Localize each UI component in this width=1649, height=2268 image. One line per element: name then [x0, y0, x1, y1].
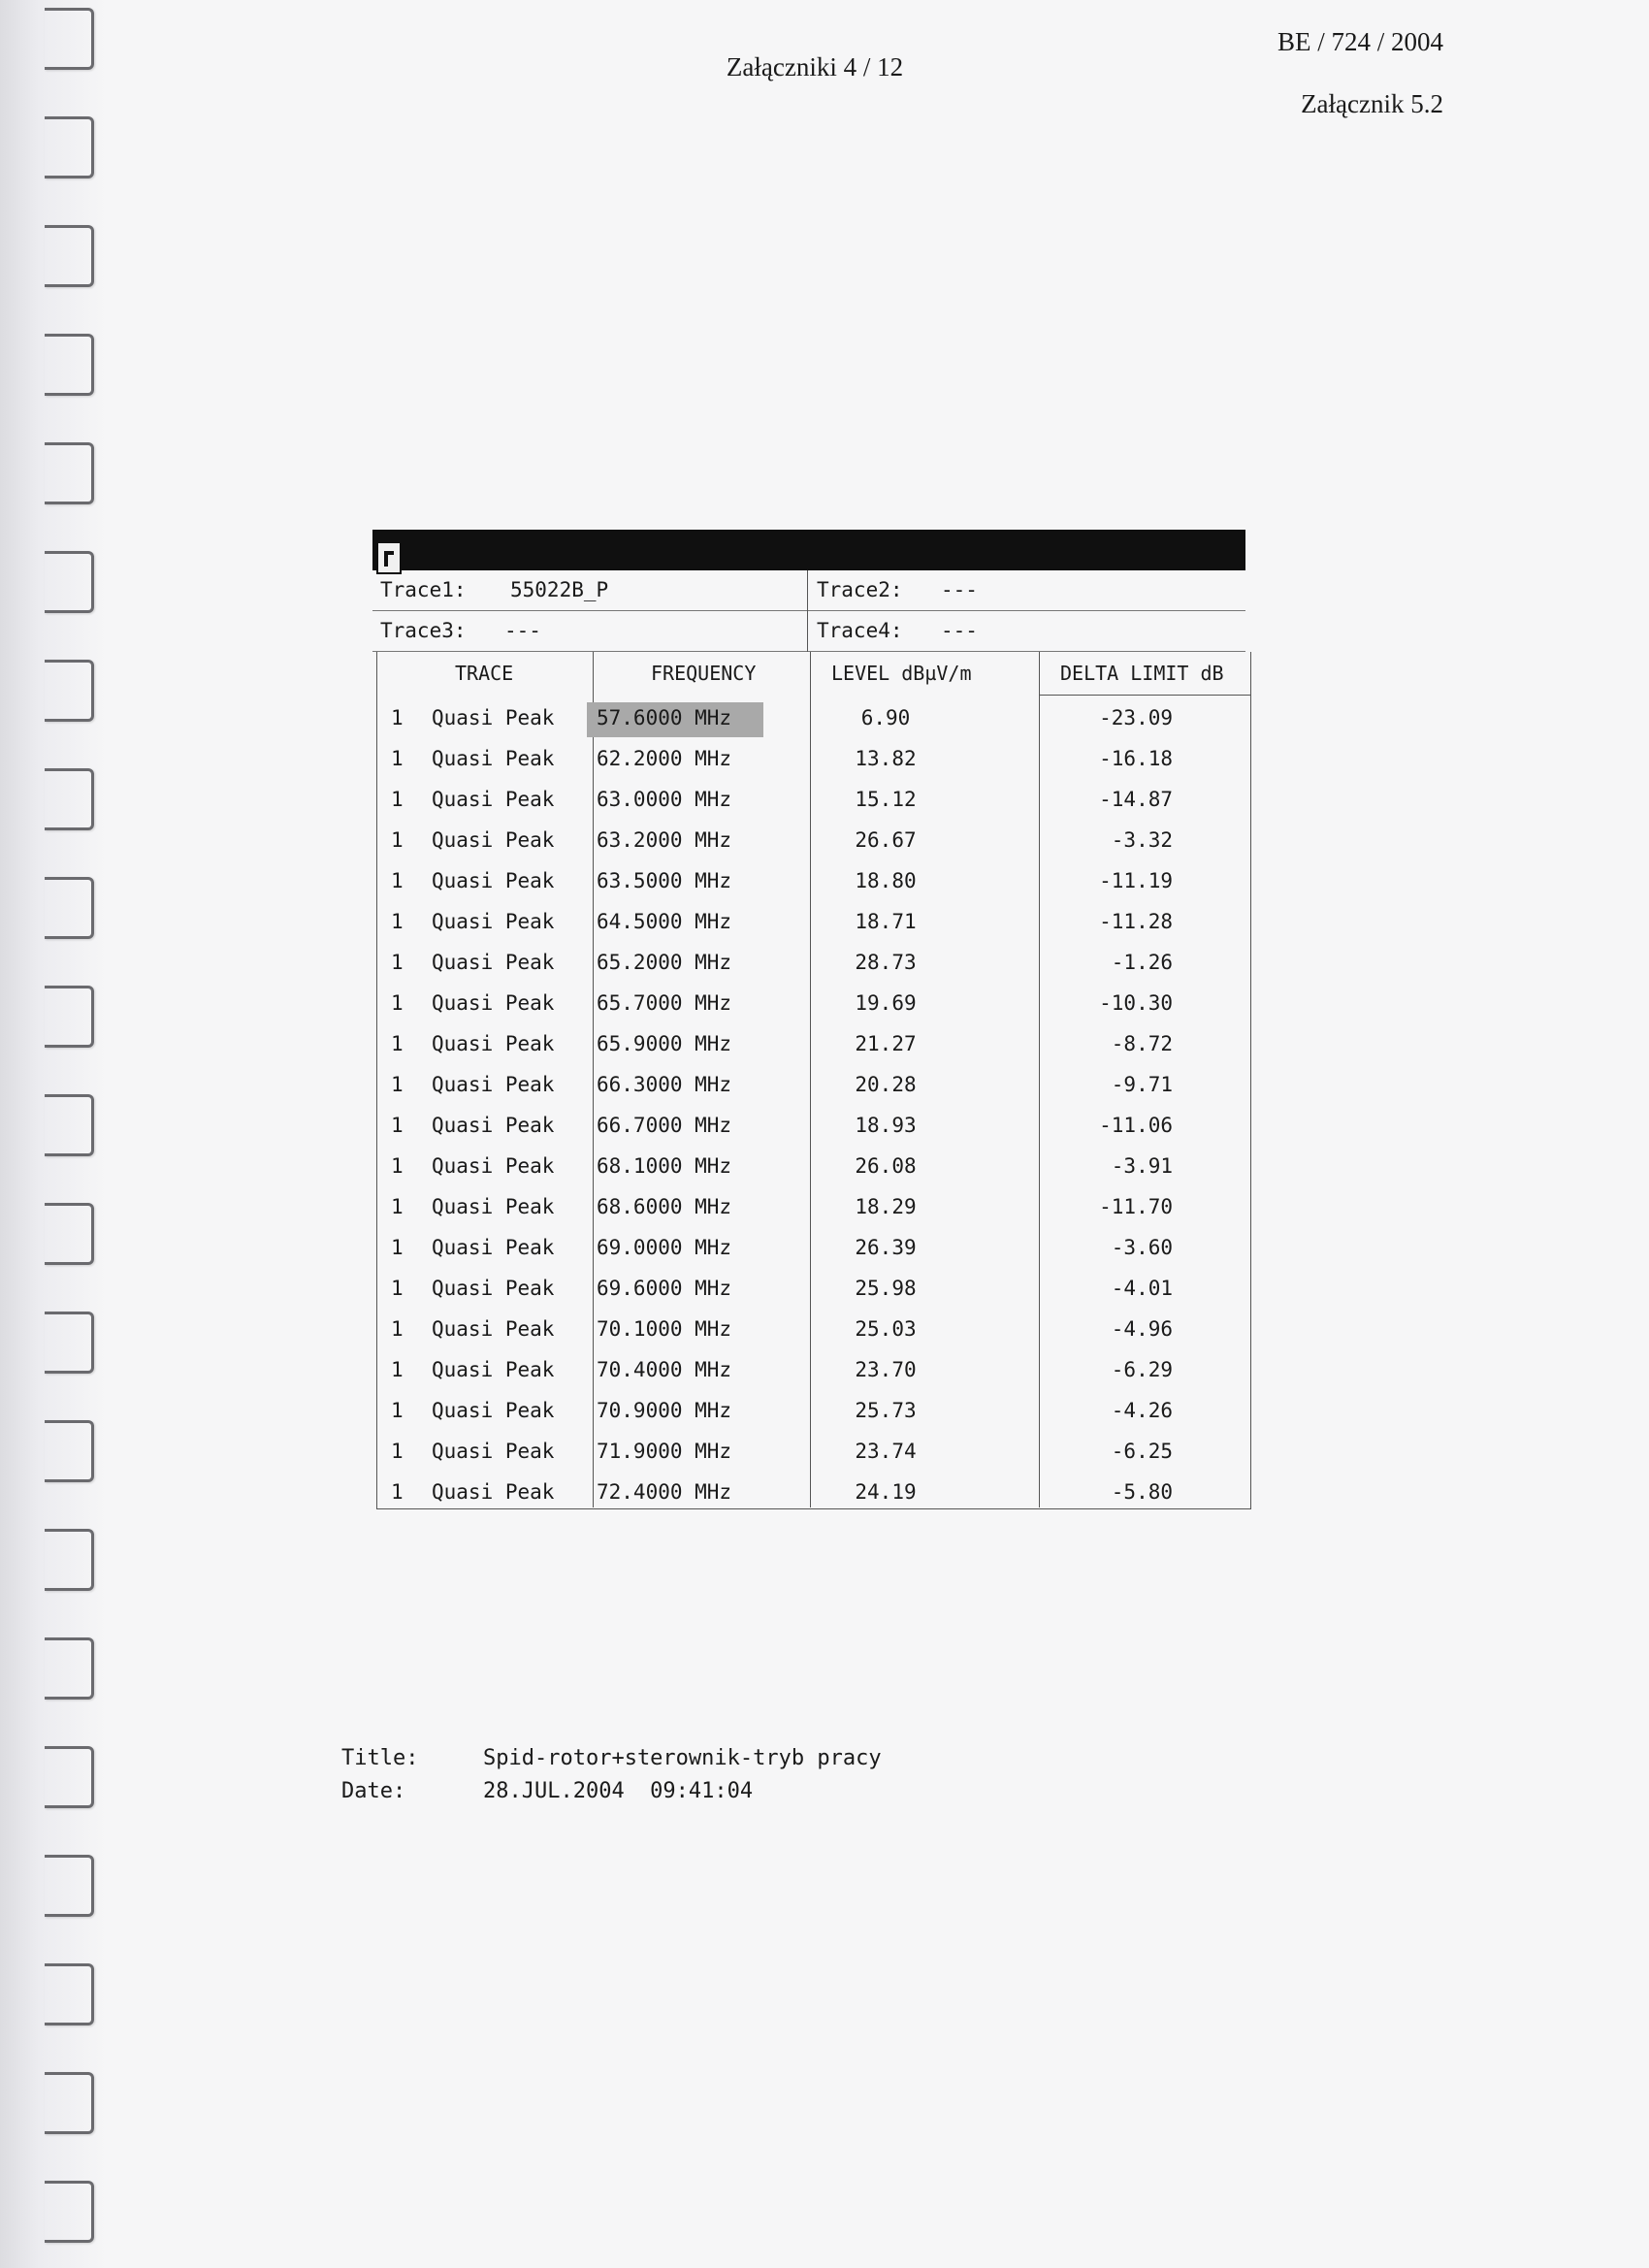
footer-title-value: Spid-rotor+sterownik-tryb pracy — [483, 1746, 882, 1770]
binding-ring — [45, 1203, 94, 1265]
cell-detector: Quasi Peak — [432, 1358, 555, 1381]
binding-ring — [45, 1529, 94, 1591]
cell-detector: Quasi Peak — [432, 828, 555, 852]
cell-detector: Quasi Peak — [432, 910, 555, 933]
trace-divider — [807, 570, 808, 611]
table-row[interactable] — [377, 782, 1250, 823]
cell-detector: Quasi Peak — [432, 1032, 555, 1055]
cell-frequency: 66.3000 MHz — [597, 1073, 732, 1096]
cell-level: 26.08 — [855, 1154, 917, 1178]
cell-frequency: 65.2000 MHz — [597, 951, 732, 974]
cell-delta-limit: -4.01 — [1111, 1277, 1173, 1300]
cell-trace-number: 1 — [391, 991, 404, 1015]
cell-frequency: 66.7000 MHz — [597, 1114, 732, 1137]
table-row[interactable] — [377, 986, 1250, 1026]
cell-level: 20.28 — [855, 1073, 917, 1096]
cell-level: 18.93 — [855, 1114, 917, 1137]
cell-level: 15.12 — [855, 788, 917, 811]
table-row[interactable] — [377, 1230, 1250, 1271]
trace-row-2 — [372, 611, 1245, 652]
cell-trace-number: 1 — [391, 1440, 404, 1463]
binding-ring — [45, 1637, 94, 1700]
cell-delta-limit: -11.70 — [1099, 1195, 1173, 1218]
cell-level: 23.70 — [855, 1358, 917, 1381]
cell-delta-limit: -23.09 — [1099, 706, 1173, 729]
trace4-value: --- — [941, 619, 978, 642]
table-row[interactable] — [377, 904, 1250, 945]
cell-level: 26.67 — [855, 828, 917, 852]
cell-level: 21.27 — [855, 1032, 917, 1055]
binding-ring — [45, 1746, 94, 1808]
cell-delta-limit: -1.26 — [1111, 951, 1173, 974]
binding-strip — [0, 0, 107, 2268]
trace3-value: --- — [504, 619, 541, 642]
cell-trace-number: 1 — [391, 747, 404, 770]
cell-frequency: 68.1000 MHz — [597, 1154, 732, 1178]
footer-date-label: Date: — [341, 1779, 406, 1803]
cell-level: 26.39 — [855, 1236, 917, 1259]
attachment-number: Załącznik 5.2 — [1301, 89, 1443, 118]
trace2-value: --- — [941, 578, 978, 601]
table-row[interactable] — [377, 1352, 1250, 1393]
cell-level: 24.19 — [855, 1480, 917, 1504]
cell-detector: Quasi Peak — [432, 869, 555, 892]
results-table — [376, 652, 1251, 1509]
binding-ring — [45, 2181, 94, 2243]
column-header-trace: TRACE — [455, 662, 514, 685]
cell-trace-number: 1 — [391, 706, 404, 729]
cell-frequency: 63.5000 MHz — [597, 869, 732, 892]
cell-detector: Quasi Peak — [432, 991, 555, 1015]
trace1-value: 55022B_P — [510, 578, 609, 601]
cell-frequency: 69.0000 MHz — [597, 1236, 732, 1259]
window-menu-icon[interactable] — [376, 541, 402, 574]
cell-trace-number: 1 — [391, 1236, 404, 1259]
cell-trace-number: 1 — [391, 1073, 404, 1096]
binding-ring — [45, 334, 94, 396]
cell-delta-limit: -3.60 — [1111, 1236, 1173, 1259]
cell-detector: Quasi Peak — [432, 747, 555, 770]
cell-frequency: 65.7000 MHz — [597, 991, 732, 1015]
column-header-level: LEVEL dBµV/m — [831, 662, 972, 685]
table-row[interactable] — [377, 1474, 1250, 1515]
binding-ring — [45, 2072, 94, 2134]
cell-frequency: 63.2000 MHz — [597, 828, 732, 852]
cell-level: 19.69 — [855, 991, 917, 1015]
table-row[interactable] — [377, 1067, 1250, 1108]
binding-ring — [45, 551, 94, 613]
cell-trace-number: 1 — [391, 869, 404, 892]
cell-delta-limit: -11.19 — [1099, 869, 1173, 892]
binding-ring — [45, 1420, 94, 1482]
cell-level: 25.03 — [855, 1317, 917, 1341]
cell-level: 25.98 — [855, 1277, 917, 1300]
binding-ring — [45, 660, 94, 722]
cell-frequency: 63.0000 MHz — [597, 788, 732, 811]
binding-ring — [45, 877, 94, 939]
cell-trace-number: 1 — [391, 1480, 404, 1504]
table-row[interactable] — [377, 1149, 1250, 1189]
cell-frequency: 64.5000 MHz — [597, 910, 732, 933]
binding-ring — [45, 1963, 94, 2025]
cell-level: 18.80 — [855, 869, 917, 892]
cell-level: 25.73 — [855, 1399, 917, 1422]
cell-trace-number: 1 — [391, 1154, 404, 1178]
footer-date-value: 28.JUL.2004 09:41:04 — [483, 1779, 754, 1803]
cell-frequency: 70.1000 MHz — [597, 1317, 732, 1341]
cell-trace-number: 1 — [391, 1317, 404, 1341]
cell-detector: Quasi Peak — [432, 1399, 555, 1422]
table-row[interactable] — [377, 1434, 1250, 1474]
cell-delta-limit: -14.87 — [1099, 788, 1173, 811]
cell-delta-limit: -16.18 — [1099, 747, 1173, 770]
binding-ring — [45, 442, 94, 504]
trace1-label: Trace1: — [380, 578, 467, 601]
cell-frequency: 68.6000 MHz — [597, 1195, 732, 1218]
table-row[interactable] — [377, 700, 1250, 741]
cell-level: 13.82 — [855, 747, 917, 770]
trace-divider — [807, 611, 808, 652]
cell-frequency: 72.4000 MHz — [597, 1480, 732, 1504]
cell-delta-limit: -11.28 — [1099, 910, 1173, 933]
cell-delta-limit: -6.29 — [1111, 1358, 1173, 1381]
cell-frequency: 70.4000 MHz — [597, 1358, 732, 1381]
header-underline — [1039, 695, 1250, 696]
table-row[interactable] — [377, 1026, 1250, 1067]
cell-trace-number: 1 — [391, 1114, 404, 1137]
cell-frequency: 70.9000 MHz — [597, 1399, 732, 1422]
cell-level: 23.74 — [855, 1440, 917, 1463]
table-row[interactable] — [377, 1271, 1250, 1312]
cell-level: 18.29 — [855, 1195, 917, 1218]
cell-trace-number: 1 — [391, 951, 404, 974]
binding-ring — [45, 225, 94, 287]
binding-ring — [45, 1094, 94, 1156]
column-header-frequency: FREQUENCY — [651, 662, 757, 685]
attachment-page-header: Załączniki 4 / 12 — [726, 52, 904, 81]
binding-ring — [45, 768, 94, 830]
document-reference: BE / 724 / 2004 — [1277, 27, 1443, 56]
cell-delta-limit: -4.96 — [1111, 1317, 1173, 1341]
footer-title-label: Title: — [341, 1746, 419, 1770]
cell-delta-limit: -4.26 — [1111, 1399, 1173, 1422]
cell-delta-limit: -11.06 — [1099, 1114, 1173, 1137]
cell-detector: Quasi Peak — [432, 1154, 555, 1178]
cell-detector: Quasi Peak — [432, 1317, 555, 1341]
cell-trace-number: 1 — [391, 1195, 404, 1218]
cell-delta-limit: -6.25 — [1111, 1440, 1173, 1463]
cell-frequency: 65.9000 MHz — [597, 1032, 732, 1055]
cell-delta-limit: -5.80 — [1111, 1480, 1173, 1504]
cell-level: 6.90 — [860, 706, 911, 729]
table-row[interactable] — [377, 1393, 1250, 1434]
table-row[interactable] — [377, 741, 1250, 782]
cell-frequency: 69.6000 MHz — [597, 1277, 732, 1300]
table-row[interactable] — [377, 945, 1250, 986]
table-row[interactable] — [377, 1108, 1250, 1149]
cell-trace-number: 1 — [391, 910, 404, 933]
cell-detector: Quasi Peak — [432, 951, 555, 974]
binding-ring — [45, 1855, 94, 1917]
cell-detector: Quasi Peak — [432, 1195, 555, 1218]
table-row[interactable] — [377, 863, 1250, 904]
cell-trace-number: 1 — [391, 1277, 404, 1300]
cell-level: 28.73 — [855, 951, 917, 974]
binding-ring — [45, 986, 94, 1048]
cell-level: 18.71 — [855, 910, 917, 933]
cell-trace-number: 1 — [391, 788, 404, 811]
cell-trace-number: 1 — [391, 1032, 404, 1055]
cell-detector: Quasi Peak — [432, 788, 555, 811]
cell-detector: Quasi Peak — [432, 1440, 555, 1463]
binding-ring — [45, 1312, 94, 1374]
cell-delta-limit: -3.91 — [1111, 1154, 1173, 1178]
column-header-delta-limit: DELTA LIMIT dB — [1060, 662, 1224, 685]
window-titlebar — [372, 530, 1245, 570]
cell-trace-number: 1 — [391, 1399, 404, 1422]
cell-delta-limit: -10.30 — [1099, 991, 1173, 1015]
table-row[interactable] — [377, 1189, 1250, 1230]
table-row[interactable] — [377, 823, 1250, 863]
measurement-window — [372, 522, 1245, 1509]
cell-delta-limit: -3.32 — [1111, 828, 1173, 852]
trace2-label: Trace2: — [817, 578, 903, 601]
cell-frequency: 62.2000 MHz — [597, 747, 732, 770]
cell-frequency: 57.6000 MHz — [597, 706, 732, 729]
cell-detector: Quasi Peak — [432, 1236, 555, 1259]
cell-detector: Quasi Peak — [432, 706, 555, 729]
cell-trace-number: 1 — [391, 828, 404, 852]
trace3-label: Trace3: — [380, 619, 467, 642]
cell-detector: Quasi Peak — [432, 1480, 555, 1504]
cell-detector: Quasi Peak — [432, 1114, 555, 1137]
cell-detector: Quasi Peak — [432, 1277, 555, 1300]
binding-ring — [45, 116, 94, 178]
trace4-label: Trace4: — [817, 619, 903, 642]
cell-trace-number: 1 — [391, 1358, 404, 1381]
cell-detector: Quasi Peak — [432, 1073, 555, 1096]
cell-delta-limit: -9.71 — [1111, 1073, 1173, 1096]
trace-row-1 — [372, 570, 1245, 611]
cell-frequency: 71.9000 MHz — [597, 1440, 732, 1463]
cell-delta-limit: -8.72 — [1111, 1032, 1173, 1055]
table-row[interactable] — [377, 1312, 1250, 1352]
